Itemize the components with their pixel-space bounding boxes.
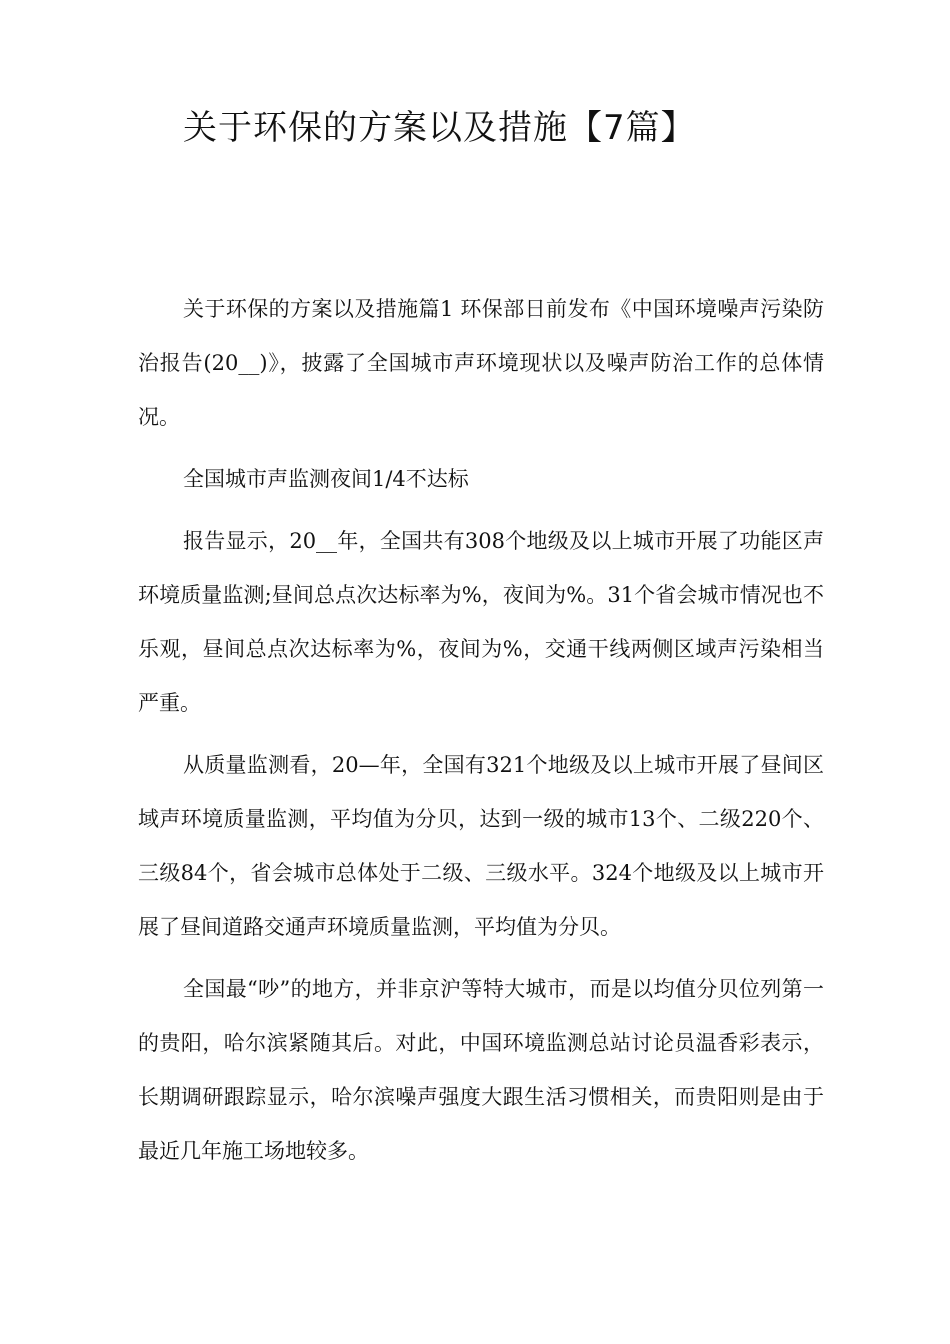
document-body: [138, 282, 824, 1186]
paragraph-quality-monitoring: 从质量监测看，20—年，全国有321个地级及以上城市开展了昼间区域声环境质量监测，平均值为分贝，达到一级的城市13个、二级220个、三级84个，省会城市总体处于二级、三级水平。324个地级及以上城市开展了昼间道路交通声环境质量监测，平均值为分贝。: [138, 753, 824, 939]
paragraph-report: 报告显示，20__年，全国共有308个地级及以上城市开展了功能区声环境质量监测;昼间总点次达标率为%，夜间为%。31个省会城市情况也不乐观，昼间总点次达标率为%，夜间为%，交通干线两侧区域声污染相当严重。: [138, 529, 824, 715]
paragraph-intro: 关于环保的方案以及措施篇1 环保部日前发布《中国环境噪声污染防治报告(20__)》，披露了全国城市声环境现状以及噪声防治工作的总体情况。: [138, 297, 824, 429]
paragraph-noisiest-city: 全国最“吵”的地方，并非京沪等特大城市，而是以均值分贝位列第一的贵阳，哈尔滨紧随其后。对此，中国环境监测总站讨论员温香彩表示，长期调研跟踪显示，哈尔滨噪声强度大跟生活习惯相关，而贵阳则是由于最近几年施工场地较多。: [138, 977, 824, 1163]
paragraph-subheading: 全国城市声监测夜间1/4不达标: [183, 467, 469, 491]
document-title: 关于环保的方案以及措施【7篇】: [183, 108, 696, 148]
